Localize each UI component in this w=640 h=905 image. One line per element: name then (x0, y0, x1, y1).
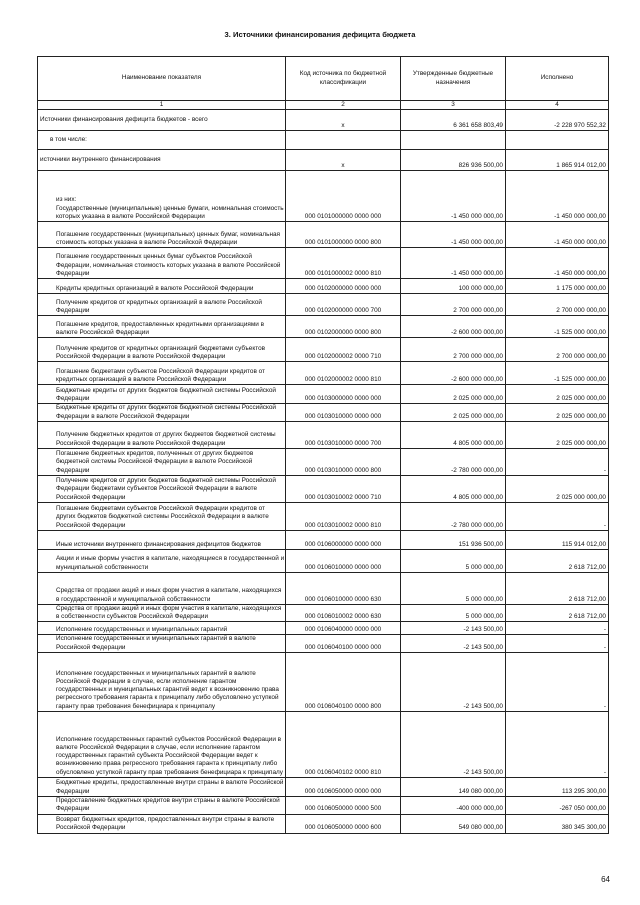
source-code-cell: 000 0101000002 0000 810 (286, 248, 401, 279)
table-row (38, 385, 609, 404)
approved-amount-cell: 5 000 000,00 (401, 549, 506, 572)
table-row (38, 448, 609, 475)
executed-amount-cell: - (506, 622, 609, 635)
table-row (38, 549, 609, 572)
approved-amount-cell: 100 000 000,00 (401, 279, 506, 294)
indicator-name-cell: Бюджетные кредиты от других бюджетов бюджетной системы Российской Федерации в валюте Российской Федерации (38, 404, 286, 422)
executed-amount-cell: 2 025 000 000,00 (506, 475, 609, 502)
table-row (38, 362, 609, 385)
approved-amount-cell: 2 025 000 000,00 (401, 385, 506, 404)
table-row (38, 530, 609, 549)
source-code-cell: 000 0106010002 0000 630 (286, 604, 401, 622)
header-code: Код источника по бюджетной классификации (286, 57, 401, 101)
indicator-name-cell: источники внутреннего финансирования (38, 150, 286, 171)
approved-amount-cell: -2 780 000 000,00 (401, 502, 506, 530)
indicator-name-cell: Средства от продажи акций и иных форм участия в капитале, находящихся в государственной и муниципальной собственности (38, 572, 286, 604)
source-code-cell: 000 0103010002 0000 810 (286, 502, 401, 530)
header-name: Наименование показателя (38, 57, 286, 101)
source-code-cell: 000 0103010000 0000 700 (286, 421, 401, 448)
executed-amount-cell: -2 228 970 552,32 (506, 110, 609, 131)
source-code-cell: 000 0106040100 0000 800 (286, 653, 401, 712)
executed-amount-cell: 2 618 712,00 (506, 572, 609, 604)
source-code-cell: 000 0102000000 0000 800 (286, 316, 401, 338)
indicator-name-cell: Кредиты кредитных организаций в валюте Российской Федерации (38, 279, 286, 294)
executed-amount-cell: 2 618 712,00 (506, 604, 609, 622)
approved-amount-cell: -1 450 000 000,00 (401, 171, 506, 222)
indicator-name-cell: Получение кредитов от кредитных организаций в валюте Российской Федерации (38, 294, 286, 316)
section-title: 3. Источники финансирования дефицита бюджета (224, 30, 416, 39)
source-code-cell: 000 0103010000 0000 000 (286, 404, 401, 422)
indicator-name-cell: Получение бюджетных кредитов от других бюджетов бюджетной системы Российской Федерации в валюте Российской Федерации (38, 421, 286, 448)
table-row (38, 338, 609, 362)
executed-amount-cell: - (506, 653, 609, 712)
indicator-name-cell: Погашение бюджетами субъектов Российской Федерации кредитов от кредитных организаций в валюте Российской Федерации (38, 362, 286, 385)
executed-amount-cell: - (506, 448, 609, 475)
approved-amount-cell: 4 805 000 000,00 (401, 475, 506, 502)
executed-amount-cell: - (506, 712, 609, 778)
executed-amount-cell: 2 618 712,00 (506, 549, 609, 572)
approved-amount-cell: -2 143 500,00 (401, 712, 506, 778)
indicator-name-cell: Предоставление бюджетных кредитов внутри страны в валюте Российской Федерации (38, 797, 286, 815)
table-row (38, 502, 609, 530)
source-code-cell: 000 0106040102 0000 810 (286, 712, 401, 778)
header-executed: Исполнено (506, 57, 609, 101)
executed-amount-cell: -1 525 000 000,00 (506, 316, 609, 338)
indicator-name-cell: Погашение кредитов, предоставленных кредитными организациями в валюте Российской Федерации (38, 316, 286, 338)
column-number: 2 (286, 101, 401, 110)
executed-amount-cell: -1 450 000 000,00 (506, 171, 609, 222)
table-row (38, 110, 609, 131)
executed-amount-cell: 2 700 000 000,00 (506, 294, 609, 316)
approved-amount-cell: -2 143 500,00 (401, 653, 506, 712)
source-code-cell (286, 131, 401, 150)
indicator-name-cell: Иные источники внутреннего финансирования дефицитов бюджетов (38, 530, 286, 549)
executed-amount-cell: 2 025 000 000,00 (506, 421, 609, 448)
table-row (38, 316, 609, 338)
source-code-cell: 000 0102000002 0000 810 (286, 362, 401, 385)
table-row (38, 572, 609, 604)
source-code-cell: 000 0103010000 0000 800 (286, 448, 401, 475)
source-code-cell: 000 0106000000 0000 000 (286, 530, 401, 549)
approved-amount-cell: -1 450 000 000,00 (401, 248, 506, 279)
executed-amount-cell: 2 025 000 000,00 (506, 404, 609, 422)
indicator-name-cell: Получение кредитов от других бюджетов бюджетной системы Российской Федерации бюджетами субъектов Российской Федерации в валюте Российской Федерации (38, 475, 286, 502)
approved-amount-cell: -2 143 500,00 (401, 635, 506, 653)
financing-table (37, 56, 609, 834)
indicator-name-cell: в том числе: (38, 131, 286, 150)
source-code-cell: 000 0106050000 0000 000 (286, 778, 401, 797)
table-row (38, 475, 609, 502)
table-row (38, 131, 609, 150)
approved-amount-cell: 2 025 000 000,00 (401, 404, 506, 422)
approved-amount-cell: 2 700 000 000,00 (401, 294, 506, 316)
approved-amount-cell (401, 131, 506, 150)
indicator-name-cell: Исполнение государственных и муниципальных гарантий (38, 622, 286, 635)
source-code-cell: 000 0103010002 0000 710 (286, 475, 401, 502)
approved-amount-cell: 826 936 500,00 (401, 150, 506, 171)
column-number: 4 (506, 101, 609, 110)
indicator-name-cell: Исполнение государственных и муниципальных гарантий в валюте Российской Федерации в случае, если исполнение гарантом государственных и муниципальных гарантий ведет к возникновению права регрессного требования гаранта к принципалу либо обусловлено уступкой гаранту прав требования бенефициара к принципалу (38, 653, 286, 712)
approved-amount-cell: -2 143 500,00 (401, 622, 506, 635)
indicator-name-cell: Погашение государственных (муниципальных) ценных бумаг, номинальная стоимость которых указана в валюте Российской Федерации (38, 222, 286, 248)
source-code-cell: 000 0106040100 0000 000 (286, 635, 401, 653)
table-row (38, 604, 609, 622)
table-row (38, 171, 609, 222)
executed-amount-cell: 380 345 300,00 (506, 814, 609, 833)
source-code-cell: 000 0102000002 0000 710 (286, 338, 401, 362)
source-code-cell: 000 0101000000 0000 800 (286, 222, 401, 248)
executed-amount-cell: 1 865 914 012,00 (506, 150, 609, 171)
page-number: 64 (601, 875, 610, 884)
source-code-cell: 000 0102000000 0000 000 (286, 279, 401, 294)
table-row (38, 622, 609, 635)
approved-amount-cell: 151 936 500,00 (401, 530, 506, 549)
table-row (38, 635, 609, 653)
source-code-cell: 000 0103000000 0000 000 (286, 385, 401, 404)
indicator-name-cell: Возврат бюджетных кредитов, предоставленных внутри страны в валюте Российской Федерации (38, 814, 286, 833)
indicator-name-cell: Получение кредитов от кредитных организаций бюджетами субъектов Российской Федерации в валюте Российской Федерации (38, 338, 286, 362)
table-row (38, 712, 609, 778)
source-code-cell: 000 0106010000 0000 000 (286, 549, 401, 572)
approved-amount-cell: 4 805 000 000,00 (401, 421, 506, 448)
table-row (38, 294, 609, 316)
column-number: 3 (401, 101, 506, 110)
source-code-cell: 000 0106050000 0000 600 (286, 814, 401, 833)
indicator-name-cell: Средства от продажи акций и иных форм участия в капитале, находящихся в собственности субъектов Российской Федерации (38, 604, 286, 622)
indicator-name-cell: Погашение бюджетами субъектов Российской Федерации кредитов от других бюджетов бюджетной системы Российской Федерации в валюте Российской Федерации (38, 502, 286, 530)
approved-amount-cell: -1 450 000 000,00 (401, 222, 506, 248)
indicator-name-cell: Источники финансирования дефицита бюджетов - всего (38, 110, 286, 131)
indicator-name-cell: Акции и иные формы участия в капитале, находящиеся в государственной и муниципальной собственности (38, 549, 286, 572)
table-row (38, 797, 609, 815)
header-approved: Утвержденные бюджетные назначения (401, 57, 506, 101)
executed-amount-cell: 113 295 300,00 (506, 778, 609, 797)
table-row (38, 421, 609, 448)
indicator-name-cell: Погашение государственных ценных бумаг субъектов Российской Федерации, номинальная стоимость которых указана в валюте Российской Федерации (38, 248, 286, 279)
source-code-cell: x (286, 110, 401, 131)
indicator-name-cell: Исполнение государственных и муниципальных гарантий в валюте Российской Федерации (38, 635, 286, 653)
column-number: 1 (38, 101, 286, 110)
executed-amount-cell: -1 450 000 000,00 (506, 222, 609, 248)
executed-amount-cell: - (506, 635, 609, 653)
table-row (38, 653, 609, 712)
executed-amount-cell: 2 700 000 000,00 (506, 338, 609, 362)
executed-amount-cell (506, 131, 609, 150)
table-row (38, 814, 609, 833)
executed-amount-cell: -1 525 000 000,00 (506, 362, 609, 385)
approved-amount-cell: -400 000 000,00 (401, 797, 506, 815)
approved-amount-cell: 6 361 658 803,49 (401, 110, 506, 131)
approved-amount-cell: 2 700 000 000,00 (401, 338, 506, 362)
source-code-cell: 000 0106040000 0000 000 (286, 622, 401, 635)
source-code-cell: 000 0102000000 0000 700 (286, 294, 401, 316)
approved-amount-cell: -2 600 000 000,00 (401, 316, 506, 338)
table-row (38, 222, 609, 248)
executed-amount-cell: 1 175 000 000,00 (506, 279, 609, 294)
executed-amount-cell: 115 914 012,00 (506, 530, 609, 549)
approved-amount-cell: -2 600 000 000,00 (401, 362, 506, 385)
table-row (38, 778, 609, 797)
source-code-cell: 000 0106050000 0000 500 (286, 797, 401, 815)
table-row (38, 248, 609, 279)
indicator-name-cell: Погашение бюджетных кредитов, полученных от других бюджетов бюджетной системы Российской Федерации в валюте Российской Федерации (38, 448, 286, 475)
source-code-cell: x (286, 150, 401, 171)
table-row (38, 279, 609, 294)
approved-amount-cell: -2 780 000 000,00 (401, 448, 506, 475)
executed-amount-cell: -267 050 000,00 (506, 797, 609, 815)
approved-amount-cell: 5 000 000,00 (401, 572, 506, 604)
approved-amount-cell: 549 080 000,00 (401, 814, 506, 833)
executed-amount-cell: - (506, 502, 609, 530)
approved-amount-cell: 5 000 000,00 (401, 604, 506, 622)
executed-amount-cell: -1 450 000 000,00 (506, 248, 609, 279)
table-row (38, 404, 609, 422)
indicator-name-cell: Бюджетные кредиты, предоставленные внутри страны в валюте Российской Федерации (38, 778, 286, 797)
executed-amount-cell: 2 025 000 000,00 (506, 385, 609, 404)
indicator-name-cell: из них: Государственные (муниципальные) ценные бумаги, номинальная стоимость которых указана в валюте Российской Федерации (38, 171, 286, 222)
approved-amount-cell: 149 080 000,00 (401, 778, 506, 797)
indicator-name-cell: Исполнение государственных гарантий субъектов Российской Федерации в валюте Российской Федерации в случае, если исполнение гарантом государственных гарантий субъекта Российской Федерации ведет к возникновению права регрессного требования гаранта к принципалу либо обусловлено уступкой гаранту прав требования бенефициара к принципалу (38, 712, 286, 778)
indicator-name-cell: Бюджетные кредиты от других бюджетов бюджетной системы Российской Федерации (38, 385, 286, 404)
source-code-cell: 000 0106010000 0000 630 (286, 572, 401, 604)
table-row (38, 150, 609, 171)
source-code-cell: 000 0101000000 0000 000 (286, 171, 401, 222)
